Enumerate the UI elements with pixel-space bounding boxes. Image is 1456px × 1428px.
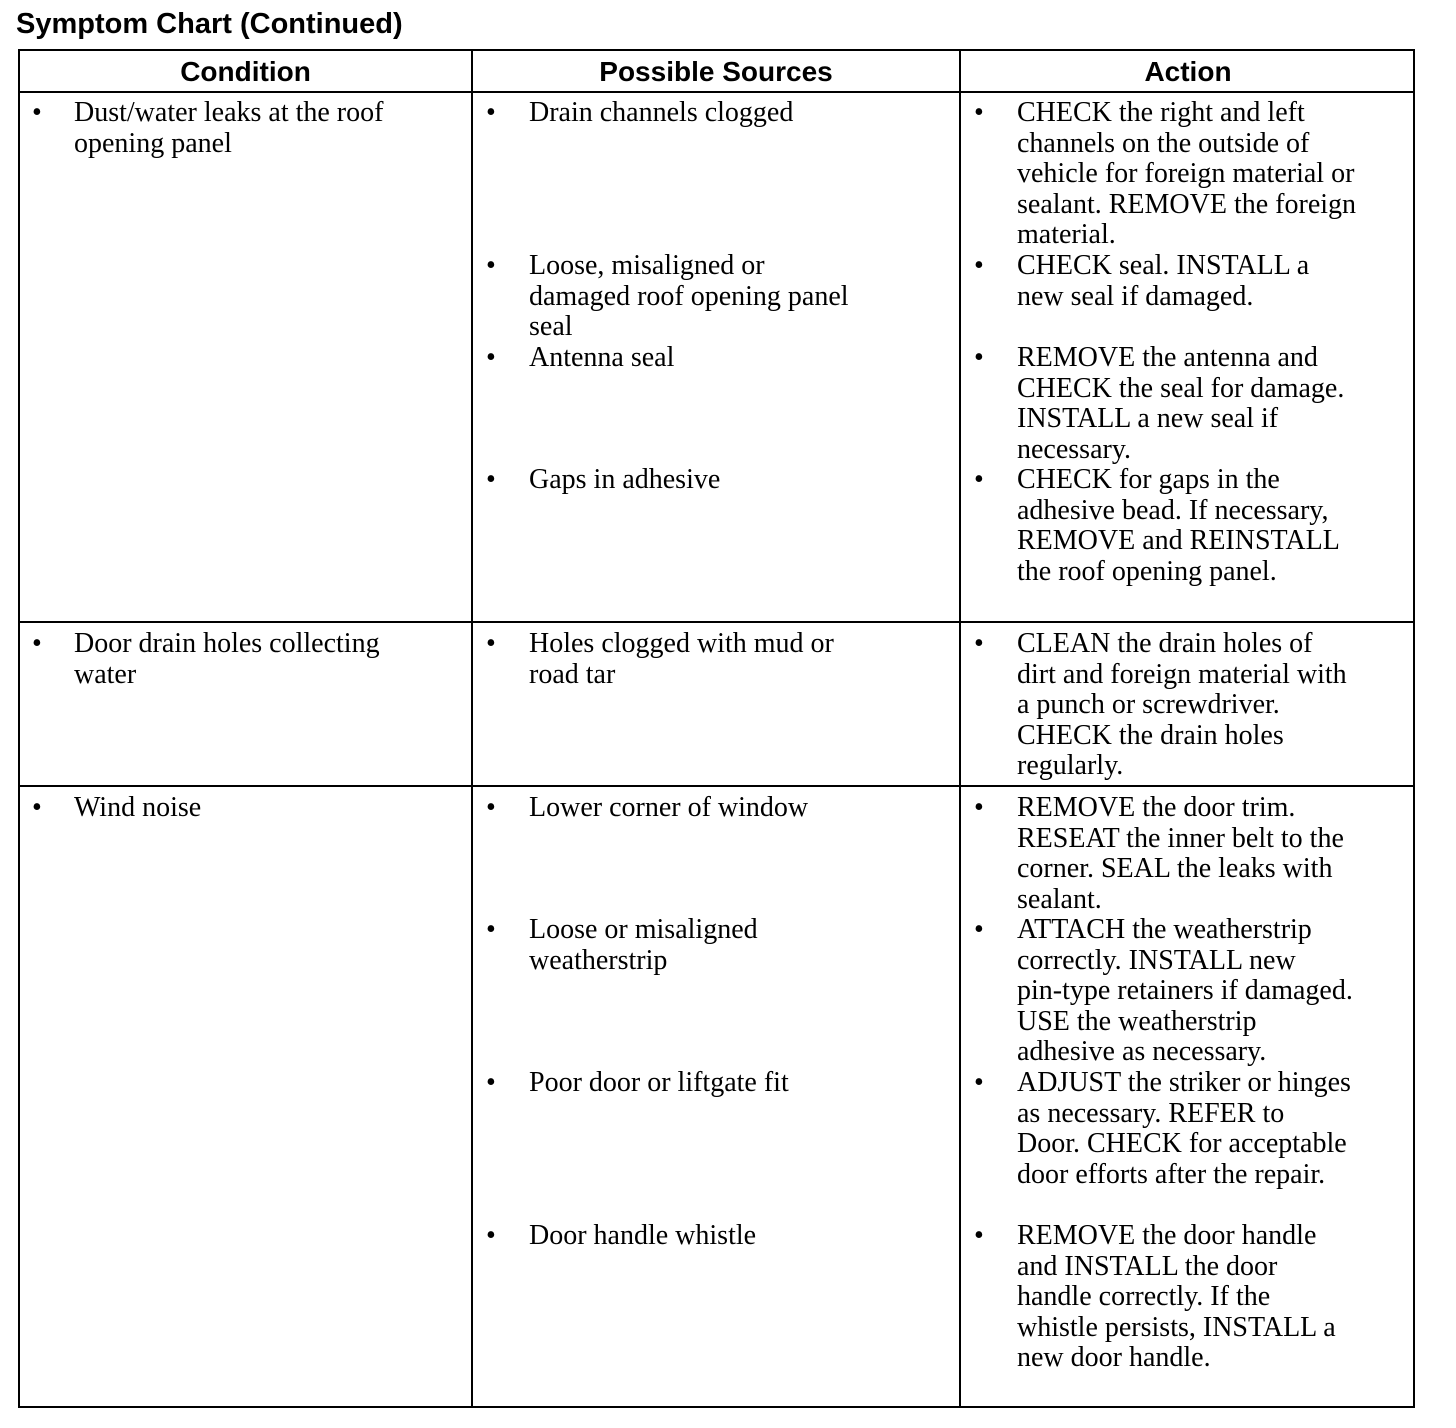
chart-title: Symptom Chart (Continued) — [16, 8, 403, 40]
action-item: ATTACH the weatherstrip correctly. INSTALL new pin-type retainers if damaged. USE the weatherstrip adhesive as necessary. — [1017, 914, 1353, 1068]
condition-cell: Wind noise — [74, 792, 202, 823]
source-item: Drain channels clogged — [529, 97, 794, 128]
bullet-icon: • — [32, 97, 42, 128]
source-item: Door handle whistle — [529, 1220, 757, 1251]
bullet-icon: • — [974, 342, 984, 373]
bullet-icon: • — [974, 628, 984, 659]
bullet-icon: • — [486, 97, 496, 128]
bullet-icon: • — [974, 97, 984, 128]
symptom-chart-table — [18, 49, 1415, 1408]
source-item: Gaps in adhesive — [529, 464, 721, 495]
bullet-icon: • — [486, 1067, 496, 1098]
action-item: CHECK for gaps in the adhesive bead. If necessary, REMOVE and REINSTALL the roof opening panel. — [1017, 464, 1340, 587]
bullet-icon: • — [32, 628, 42, 659]
action-item: CLEAN the drain holes of dirt and foreign material with a punch or screwdriver. CHECK the drain holes regularly. — [1017, 628, 1347, 782]
bullet-icon: • — [486, 792, 496, 823]
column-header-condition: Condition — [180, 56, 311, 87]
column-header-possible-sources: Possible Sources — [599, 56, 833, 87]
bullet-icon: • — [974, 914, 984, 945]
column-header-action: Action — [1144, 56, 1232, 87]
row-divider — [20, 621, 1413, 623]
condition-cell: Door drain holes collecting water — [74, 628, 380, 690]
bullet-icon: • — [974, 1220, 984, 1251]
action-item: CHECK seal. INSTALL a new seal if damaged. — [1017, 250, 1310, 312]
source-item: Antenna seal — [529, 342, 675, 373]
bullet-icon: • — [974, 1067, 984, 1098]
action-item: REMOVE the antenna and CHECK the seal for damage. INSTALL a new seal if necessary. — [1017, 342, 1345, 465]
bullet-icon: • — [974, 250, 984, 281]
source-item: Loose, misaligned or damaged roof opening panel seal — [529, 250, 849, 343]
bullet-icon: • — [486, 250, 496, 281]
column-divider — [471, 51, 473, 1406]
source-item: Lower corner of window — [529, 792, 809, 823]
source-item: Poor door or liftgate fit — [529, 1067, 789, 1098]
action-item: REMOVE the door trim. RESEAT the inner belt to the corner. SEAL the leaks with sealant. — [1017, 792, 1344, 915]
bullet-icon: • — [974, 464, 984, 495]
condition-cell: Dust/water leaks at the roof opening panel — [74, 97, 384, 159]
bullet-icon: • — [486, 464, 496, 495]
column-divider — [959, 51, 961, 1406]
bullet-icon: • — [486, 342, 496, 373]
source-item: Holes clogged with mud or road tar — [529, 628, 834, 690]
source-item: Loose or misaligned weatherstrip — [529, 914, 758, 976]
bullet-icon: • — [32, 792, 42, 823]
action-item: REMOVE the door handle and INSTALL the door handle correctly. If the whistle persists, INSTALL a new door handle. — [1017, 1220, 1336, 1374]
bullet-icon: • — [486, 628, 496, 659]
row-divider — [20, 785, 1413, 787]
bullet-icon: • — [974, 792, 984, 823]
bullet-icon: • — [486, 1220, 496, 1251]
action-item: ADJUST the striker or hinges as necessary. REFER to Door. CHECK for acceptable door efforts after the repair. — [1017, 1067, 1351, 1190]
action-item: CHECK the right and left channels on the outside of vehicle for foreign material or sealant. REMOVE the foreign material. — [1017, 97, 1357, 251]
bullet-icon: • — [486, 914, 496, 945]
